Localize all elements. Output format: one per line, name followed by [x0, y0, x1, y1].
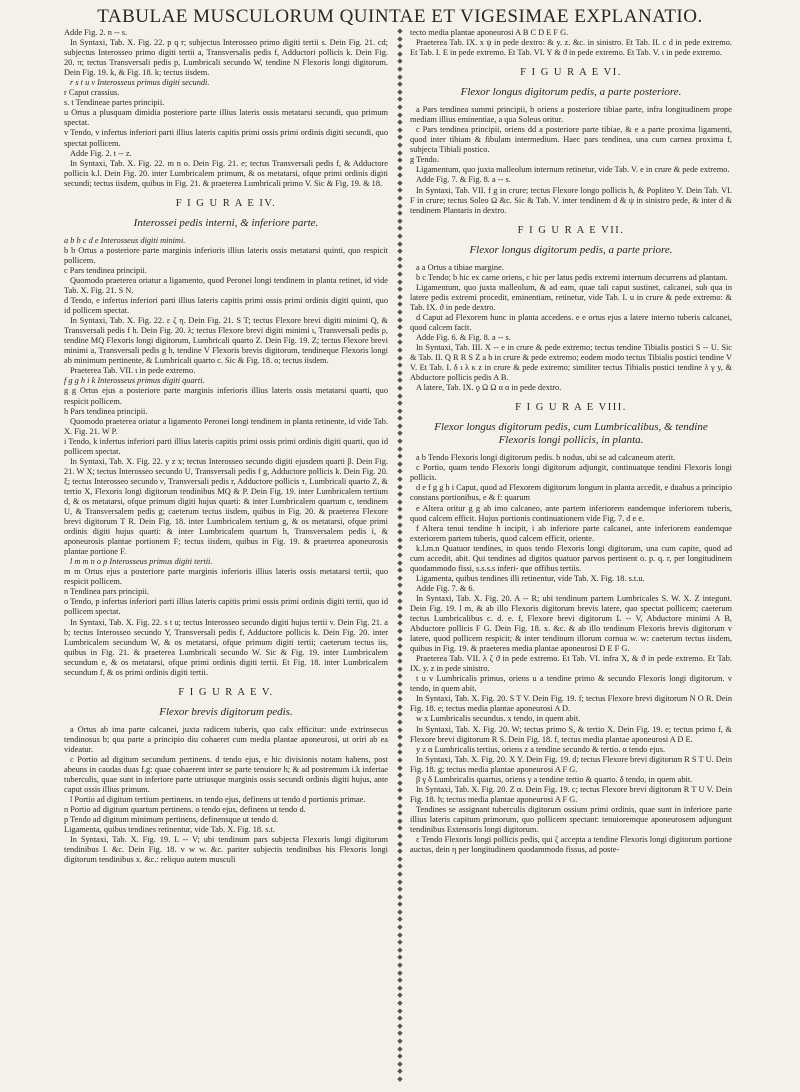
ornament-glyph: ◆	[397, 839, 403, 848]
ornament-glyph: ◆	[397, 664, 403, 673]
ornament-glyph: ◆	[397, 733, 403, 742]
ornament-glyph: ◆	[397, 140, 403, 149]
ornament-glyph: ◆	[397, 520, 403, 529]
paragraph: a a Ortus a tibiae margine.	[416, 262, 504, 272]
paragraph: a Pars tendinea summi principii, b oriens a posteriore tibiae parte, infra longitudinem prope mediam illius eminentiae, a qua Soleus oritur.	[410, 105, 732, 125]
figure-v-subheading: Flexor brevis digitorum pedis.	[159, 705, 293, 718]
ornament-glyph: ◆	[397, 383, 403, 392]
ornament-glyph: ◆	[397, 1067, 403, 1076]
paragraph: Praeterea Tab. VII. ι in pede extremo.	[70, 366, 196, 376]
ornament-glyph: ◆	[397, 28, 403, 35]
ornament-glyph: ◆	[397, 558, 403, 567]
right-column	[410, 28, 732, 1086]
ornament-glyph: ◆	[397, 702, 403, 711]
paragraph: In Syntaxi, Tab. X. Fig. 20. Z α. Dein Fig. 19. c; tectus Flexore brevi digitorum R T U V. Dein Fig. 18. h; tectus media plantae aponeurosi A F G.	[410, 784, 732, 804]
ornament-glyph: ◆	[397, 475, 403, 484]
ornament-glyph: ◆	[397, 740, 403, 749]
ornament-glyph: ◆	[397, 429, 403, 438]
text-line: Adde Fig. 2. n -- s.	[64, 28, 128, 37]
paragraph: d Caput ad Flexorem hunc in planta accedens. e e ortus ejus a latere interno tuberis calcanei, quod calcem facit.	[410, 312, 732, 332]
ornament-glyph: ◆	[397, 376, 403, 385]
ornament-glyph: ◆	[397, 847, 403, 856]
paragraph: p Tendo ad digitum minimum pertinens, definensque ut tendo d.	[64, 815, 279, 825]
paragraph: l Portio ad digitum tertium pertinens. m tendo ejus, definens ut tendo d portionis primae.	[70, 795, 366, 805]
ornament-glyph: ◆	[397, 809, 403, 818]
ornament-glyph: ◆	[397, 285, 403, 294]
ornament-glyph: ◆	[397, 194, 403, 203]
ornament-glyph: ◆	[397, 444, 403, 453]
ornament-glyph: ◆	[397, 953, 403, 962]
ornament-glyph: ◆	[397, 467, 403, 476]
ornament-glyph: ◆	[397, 353, 403, 362]
ornament-glyph: ◆	[397, 626, 403, 635]
ornament-glyph: ◆	[397, 95, 403, 104]
ornament-glyph: ◆	[397, 831, 403, 840]
ornament-glyph: ◆	[397, 642, 403, 651]
ornament-glyph: ◆	[397, 968, 403, 977]
ornament-glyph: ◆	[397, 414, 403, 423]
ornament-glyph: ◆	[397, 1052, 403, 1061]
ornament-glyph: ◆	[397, 634, 403, 643]
figure-viii-subheading	[410, 421, 732, 447]
figure-viii-subheading-line-1: Flexor longus digitorum pedis, cum Lumbricalibus, & tendine	[434, 421, 708, 434]
figure-viii-heading: F I G U R A E VIII.	[515, 402, 627, 414]
ornament-glyph: ◆	[397, 611, 403, 620]
ornament-glyph: ◆	[397, 254, 403, 263]
ornament-glyph: ◆	[397, 756, 403, 764]
paragraph: In Syntaxi, Tab. X. Fig. 20. X Y. Dein Fig. 19. d; tectus Flexore brevi digitorum R S T U. Dein Fig. 18. g; tectus media plantae aponeurosi A F G.	[410, 754, 732, 774]
ornament-glyph: ◆	[397, 133, 403, 142]
paragraph: a b Tendo Flexoris longi digitorum pedis. b nodus, ubi se ad calcaneum aterit.	[416, 453, 676, 463]
figure-viii-subheading-line-2: Flexoris longi pollicis, in planta.	[498, 434, 644, 447]
paragraph: Quomodo praeterea oriatur a ligamento, quod Peronei longi tendinem in planta retinet, id vide Tab. X. Fig. 21. S N.	[64, 275, 388, 295]
ornament-glyph: ◆	[397, 216, 403, 225]
ornament-glyph: ◆	[397, 793, 403, 802]
paragraph: v Tendo, v infertus inferiori parti illius lateris capitis primi ossis primi ordinis digiti secundi, quo spectat pollicem.	[64, 128, 388, 148]
ornament-glyph: ◆	[397, 42, 403, 51]
ornament-glyph: ◆	[397, 482, 403, 491]
ornament-glyph: ◆	[397, 854, 403, 863]
ornament-glyph: ◆	[397, 345, 403, 354]
ornament-glyph: ◆	[397, 80, 403, 89]
ornament-glyph: ◆	[397, 277, 403, 286]
ornament-glyph: ◆	[397, 239, 403, 248]
paragraph: Praeterea Tab. VII. λ ζ ϑ in pede extremo. Et Tab. VI. infra X, & ϑ in pede extremo. Et Tab. IX. y. z in pede sinistro.	[410, 654, 732, 674]
ornament-glyph: ◆	[397, 247, 403, 256]
ornament-glyph: ◆	[397, 125, 403, 134]
paragraph: Ligamentum, quo juxta malleolum, & ad eam, quae tali caput sustinet, calcanei, sub qua in latere pedis extremi procedit, eminentiam, retinetur, vide Tab. I. u in crure & pede extremo: & Tab. IX. ϑ in pede dextro.	[410, 282, 732, 312]
text-line: r Caput crassius.	[64, 88, 120, 98]
ornament-glyph: ◆	[397, 49, 403, 58]
ornament-glyph: ◆	[397, 497, 403, 506]
ornament-glyph: ◆	[397, 459, 403, 468]
paragraph: t u v Lumbricalis primus, oriens u a tendine primo & secundo Flexoris longi digitorum. v tendo, in quem abit.	[410, 674, 732, 694]
ornamental-divider	[397, 28, 403, 1086]
paragraph: k.l.m.n Quatuor tendines, in quos tendo Flexoris longi digitorum, una cum capite, quod ad cum accedit, abit. Qui tendines ad digitos quatuor parvos pertinent o. p. q. r, per longitudinem quodammodo fissi, s.s.s.s inferi- que offibus tertiis.	[410, 543, 732, 573]
paragraph: Adde Fig. 6. & Fig. 8. a -- s.	[416, 332, 511, 342]
paragraph: w x Lumbricalis secundus. x tendo, in quem abit.	[416, 714, 581, 724]
ornament-glyph: ◆	[397, 550, 403, 559]
paragraph: In Syntaxi, Tab. X. Fig. 22. y z x; tectus Interosseo secundo digiti ejusdem quarti β. Dein Fig. 21. W X; tectus Interosseo secundo U, Transversali pedis f g, Adductore pollicis k. Dein Fig. 20. ξ; tectus Interosseo secundo ν, Transversali pedis r, Adductore pollicis τ, Lumbricali quarto Z, & tertio X, Flexoris longi digitorum tendinibus MQ & P. Dein Fig. 19. inter Lumbricalem tertium d, & os metatarsi, ofque primum digiti hujus quarti: & inter Lumbricalem quartum c, tendinem U, & Transversalem pedis g; caeterum tectus iisdem, quibus in Fig. 20. & praeterea Flexore brevi digitorum T R. Dein Fig. 18. inter Lumbricalem tertium g, & os metatarsi, ofque primi ordinis digiti hujus quarti: & inter Lumbricalem quartum h, Transversalem pedis i, & aponeurosis plantae portionem F; tectus iisdem, quibus in Fig. 19. & praeterea aponeurosis plantae portione F.	[64, 456, 388, 557]
ornament-glyph: ◆	[397, 680, 403, 689]
ornament-glyph: ◆	[397, 900, 403, 909]
paragraph: c Pars tendinea principii, oriens dd a posteriore parte tibiae, & e a parte proxima ligamenti, quod inter tibiam & fibulam intermedium. Haec pars tendinea, una cum carnea proxima f, subjecta Tibiali postico.	[410, 125, 732, 155]
ornament-glyph: ◆	[397, 300, 403, 309]
ornament-glyph: ◆	[397, 323, 403, 332]
paragraph: In Syntaxi, Tab. X. Fig. 22. m n o. Dein Fig. 21. e; tectus Transversali pedis f, & Adductore pollicis k.l. Dein Fig. 20. inter Lumbricalem primum, & os metatarsi, ofque primi ordinis digiti secundi; tectus iisdem, quibus in Fig. 21. & praeterea Lumbricali primo V. Sic & Fig. 19. & 18.	[64, 158, 388, 188]
paragraph: y z α Lumbricalis tertius, oriens z a tendine secundo & tertio. α tendo ejus.	[416, 744, 666, 754]
ornament-glyph: ◆	[397, 961, 403, 970]
ornament-glyph: ◆	[397, 786, 403, 795]
ornament-glyph: ◆	[397, 1044, 403, 1053]
ornament-glyph: ◆	[397, 824, 403, 833]
ornament-glyph: ◆	[397, 406, 403, 415]
ornament-glyph: ◆	[397, 535, 403, 544]
ornament-glyph: ◆	[397, 915, 403, 924]
paragraph: Tendines se assignant tuberculis digitorum ossium primi ordinis, quae sunt in inferiore parte illius lateris capitum primorum, quo pollicem spectant: tenuioremque aponeurosem adjungunt tendinibus Extensoris longi digitorum.	[410, 804, 732, 834]
ornament-glyph: ◆	[397, 892, 403, 901]
ornament-glyph: ◆	[397, 862, 403, 871]
ornament-glyph: ◆	[397, 976, 403, 985]
paragraph: Ligamenta, quibus tendines retinentur, vide Tab. X. Fig. 18. s.t.	[64, 825, 275, 835]
ornament-glyph: ◆	[397, 171, 403, 180]
ornament-glyph: ◆	[397, 923, 403, 932]
text-line: s. t Tendineae partes principii.	[64, 98, 165, 108]
left-column	[64, 28, 388, 1086]
paragraph: a b b c d e Interosseus digiti minimi.	[64, 235, 186, 245]
paragraph: In Syntaxi, Tab. X. Fig. 20. S T V. Dein Fig. 19. f; tectus Flexore brevi digitorum N O R. Dein Fig. 18. e; tectus media plantae aponeurosi A D.	[410, 694, 732, 714]
ornament-glyph: ◆	[397, 452, 403, 461]
paragraph: l m m n o p Interosseus primus digiti tertii.	[70, 557, 213, 567]
paragraph: Ligamentum, quo juxta malleolum internum retinetur, vide Tab. V. e in crure & pede extremo.	[416, 165, 730, 175]
paragraph: b b Ortus a posteriore parte marginis inferioris illius lateris ossis metatarsi quinti, quo respicit pollicem.	[64, 245, 388, 265]
figure-vi-heading: F I G U R A E VI.	[520, 67, 622, 79]
paragraph: e Altera oritur g g ab imo calcaneo, ante partem inferiorem eandemque inferiorem tuberis, quod calcem efficit. Hujus portionis continuationem vide Fig. 7. d e e.	[410, 503, 732, 523]
ornament-glyph: ◆	[397, 801, 403, 810]
ornament-glyph: ◆	[397, 718, 403, 727]
paragraph: f Altera tenui tendine h incipit, i ab inferiore parte calcanei, ante inferiorem eandemque exteriorem partem tuberis, quod calcem efficit, oriente.	[410, 523, 732, 543]
paragraph: Ligamenta, quibus tendines illi retinentur, vide Tab. X. Fig. 18. s.t.u.	[416, 573, 645, 583]
ornament-glyph: ◆	[397, 596, 403, 605]
ornament-glyph: ◆	[397, 513, 403, 521]
ornament-glyph: ◆	[397, 816, 403, 825]
ornament-glyph: ◆	[397, 657, 403, 666]
muscle-heading: r s t u v Interosseus primus digiti secundi.	[70, 78, 210, 88]
paragraph: In Syntaxi, Tab. III. X -- e in crure & pede extremo; tectus tendine Tibialis postici S -- U. Sic & Tab. II. Q R R S Z a b in crure & pede extremo; eodem modo tectus Tibialis postici tendine V V. Et Tab. I. δ ι λ κ z in crure & pede extremo; similiter tectus Tibialis postici tendine λ γ y, & Abductore pollicis pedis A B.	[410, 343, 732, 383]
figure-vii-subheading: Flexor longus digitorum pedis, a parte priore.	[469, 243, 673, 256]
ornament-glyph: ◆	[397, 763, 403, 772]
ornament-glyph: ◆	[397, 34, 403, 43]
ornament-glyph: ◆	[397, 87, 403, 96]
ornament-glyph: ◆	[397, 672, 403, 681]
ornament-glyph: ◆	[397, 399, 403, 408]
ornament-glyph: ◆	[397, 178, 403, 187]
ornament-glyph: ◆	[397, 573, 403, 582]
ornament-glyph: ◆	[397, 945, 403, 954]
paragraph: i Tendo, k infertus inferiori parti illius lateris capitis primi ossis primi ordinis digiti quarti, quo id pollicem spectat.	[64, 436, 388, 456]
paragraph: f g g h i k Interosseus primus digiti quarti.	[64, 376, 205, 386]
ornament-glyph: ◆	[397, 1059, 403, 1068]
ornament-glyph: ◆	[397, 991, 403, 1000]
ornament-glyph: ◆	[397, 885, 403, 894]
ornament-glyph: ◆	[397, 421, 403, 430]
paragraph: d Tendo, e infertus inferiori parti illius lateris capitis primi ossis primi ordinis digiti quinti, quo id pollicem spectat.	[64, 296, 388, 316]
ornament-glyph: ◆	[397, 877, 403, 886]
paragraph: In Syntaxi, Tab. X. Fig. 19. L -- V; ubi tendinum pars subjecta Flexoris longi digitorum tendinibus I. &c. Dein Fig. 18. v w w. &c. pariter subjectis tendinibus his Flexoris longi digitorum tendinibus x. &c.: reliquo autem musculi	[64, 835, 388, 865]
ornament-glyph: ◆	[397, 102, 403, 111]
ornament-glyph: ◆	[397, 778, 403, 787]
ornament-glyph: ◆	[397, 57, 403, 66]
ornament-glyph: ◆	[397, 581, 403, 590]
ornament-glyph: ◆	[397, 391, 403, 400]
ornament-glyph: ◆	[397, 1036, 403, 1045]
ornament-glyph: ◆	[397, 110, 403, 119]
ornament-glyph: ◆	[397, 619, 403, 628]
ornament-glyph: ◆	[397, 983, 403, 992]
ornament-glyph: ◆	[397, 307, 403, 316]
ornament-glyph: ◆	[397, 930, 403, 939]
ornament-glyph: ◆	[397, 163, 403, 172]
ornament-glyph: ◆	[397, 148, 403, 157]
ornament-glyph: ◆	[397, 649, 403, 658]
ornament-glyph: ◆	[397, 725, 403, 734]
paragraph: In Syntaxi, Tab. X. Fig. 22. ε ζ η. Dein Fig. 21. S T; tectus Flexore brevi digiti minimi Q, & Transversali pedis f h. Dein Fig. 20. λ; tectus Flexore brevi digiti minimi ι, Transversali pedis ρ, tendine MQ Flexoris longi digitorum, Lumbricali quarto Z. Dein Fig. 19. Z; tectus Flexore brevi minimi a, Transversali pedis g h, tendine V Flexoris brevis digitorum, tendineque Flexoris longi ab minimum pertinente, & Lumbricali quarto c. Sic & Fig. 18. o; tectus iisdem.	[64, 316, 388, 366]
text-line: Adde Fig. 2. t -- z.	[70, 148, 132, 158]
ornament-glyph: ◆	[397, 490, 403, 499]
paragraph: A latere, Tab. IX. ϙ Ω Ω α α in pede dextro.	[416, 383, 562, 393]
ornament-glyph: ◆	[397, 907, 403, 916]
ornament-glyph: ◆	[397, 1029, 403, 1038]
ornament-glyph: ◆	[397, 771, 403, 780]
ornament-glyph: ◆	[397, 361, 403, 370]
ornament-glyph: ◆	[397, 505, 403, 514]
ornament-glyph: ◆	[397, 938, 403, 947]
ornament-glyph: ◆	[397, 869, 403, 878]
ornament-glyph: ◆	[397, 72, 403, 81]
ornament-glyph: ◆	[397, 748, 403, 757]
paragraph: b c Tendo; b hic ex carne oriens, c hic per latus pedis extremi internum decurrens ad plantam.	[416, 272, 728, 282]
figure-vi-subheading: Flexor longus digitorum pedis, a parte posteriore.	[460, 86, 682, 99]
figure-iv-subheading: Interossei pedis interni, & inferiore parte.	[133, 216, 319, 229]
figure-vii-heading: F I G U R A E VII.	[517, 224, 625, 236]
ornament-glyph: ◆	[397, 604, 403, 613]
paragraph: g g Ortus ejus a posteriore parte marginis inferioris illius lateris ossis metatarsi quarti, quo respicit pollicem.	[64, 386, 388, 406]
paragraph: In Syntaxi, Tab. X. Fig. 20. A -- R; ubi tendinum partem Lumbricales S. W. X. Z integunt. Dein Fig. 19. l m, & ab illo Flexoris digitorum brevis latere, quo spectat pollicem; caeterum tectus Lumbricalibus c. d. e. f, Flexore brevi digitorum L -- V, Abductore minimi A B, Abductore pollicis F G. Dein Fig. 18. x. &c. & ab illo tendinum Flexoris brevis digitorum v latere, quod pollicem respicit; & inter tendinum illorum cornua w. w: caeterum tectus iisdem, quibus in Fig. 19. & praeterea media plantae aponeurosi D E F G.	[410, 593, 732, 654]
ornament-glyph: ◆	[397, 292, 403, 301]
ornament-glyph: ◆	[397, 64, 403, 73]
ornament-glyph: ◆	[397, 186, 403, 195]
paragraph: β γ δ Lumbricalis quartus, oriens γ a tendine tertio & quarto. δ tendo, in quem abit.	[416, 774, 693, 784]
ornament-glyph: ◆	[397, 315, 403, 324]
ornament-glyph: ◆	[397, 1014, 403, 1023]
ornament-glyph: ◆	[397, 543, 403, 552]
paragraph: Quomodo praeterea oriatur a ligamento Peronei longi tendinem in planta retinente, id vide Tab. X. Fig. 21. W P.	[64, 416, 388, 436]
ornament-glyph: ◆	[397, 368, 403, 377]
paragraph: In Syntaxi, Tab. X. Fig. 22. p q r; subjectus Interosseo primo digiti tertii s. Dein Fig. 21. cd; subjectus Interosseo primo digiti tertii a, Transversalis pedis f, Adductori pollicis k. Dein Fig. 20. π; tectus Transversali pedis p, Lumbricali secundo W, tendine N Flexoris longi digitorum. Dein Fig. 19. k, & Fig. 18. k; tectus iisdem.	[64, 38, 388, 78]
ornament-glyph: ◆	[397, 232, 403, 241]
paragraph: c Portio, quam tendo Flexoris longi digitorum adjungit, continuatque tendini Flexoris longi pollicis.	[410, 463, 732, 483]
paragraph: u Ortus a plusquam dimidia posteriore parte illius lateris ossis metatarsi secundi, quo primum spectat.	[64, 108, 388, 128]
ornament-glyph: ◆	[397, 330, 403, 339]
text-line: tecto media plantae aponeurosi A B C D E F G.	[410, 28, 569, 37]
ornament-glyph: ◆	[397, 566, 403, 575]
ornament-glyph: ◆	[397, 710, 403, 719]
running-head: TABULAE MUSCULORUM QUINTAE ET VIGESIMAE EXPLANATIO.	[97, 6, 703, 27]
figure-v-heading: F I G U R A E V.	[178, 686, 274, 698]
ornament-glyph: ◆	[397, 588, 403, 597]
paragraph: n Portio ad digitum quartum pertinens. o tendo ejus, definens ut tendo d.	[64, 805, 306, 815]
ornament-glyph: ◆	[397, 1006, 403, 1015]
paragraph: m m Ortus ejus a posteriore parte marginis inferioris illius lateris ossis metatarsi tertii, quo respicit pollicem.	[64, 567, 388, 587]
paragraph: c Pars tendinea principii.	[64, 265, 147, 275]
ornament-glyph: ◆	[397, 209, 403, 218]
paragraph: ε Tendo Flexoris longi pollicis pedis, qui ζ accepta a tendine Flexoris longi digitorum portione auctus, dein η per longitudinem quodammodo fissus, ad poste-	[410, 835, 732, 855]
ornament-glyph: ◆	[397, 437, 403, 446]
ornament-glyph: ◆	[397, 999, 403, 1007]
paragraph: In Syntaxi, Tab. X. Fig. 20. W; tectus primo S, & tertio X. Dein Fig. 19. e; tectus primo f, & Flexore brevi digitorum R S. Dein Fig. 18. f, tectus media plantae aponeurosi A D E.	[410, 724, 732, 744]
ornament-glyph: ◆	[397, 528, 403, 537]
paragraph: o Tendo, p infertus inferiori parti illius lateris capitis primi ossis primi ordinis digiti tertii, quo id pollicem spectat.	[64, 597, 388, 617]
figure-iv-heading: F I G U R A E IV.	[175, 197, 277, 209]
ornament-glyph: ◆	[397, 224, 403, 233]
paragraph: a Ortus ab ima parte calcanei, juxta radicem tuberis, quo calx efficitur: unde extrinsecus tendinosus b; qua parte a principio diu cohaeret cum media plantae aponeurosi, ut oriri ab ea videatur.	[64, 724, 388, 754]
paragraph: In Syntaxi, Tab. X. Fig. 22. s t u; tectus Interosseo secundo digiti hujus tertii v. Dein Fig. 21. a b; tectus Interosseo secundo Y, Transversali pedis f, Adductore pollicis k. Dein Fig. 20. inter Lumbricalem secundum W, & os metatarsi, ofque primum digiti tertii; caeterum tectus iis, quibus in Fig. 21. & praeterea Lumbricali secundo W. Sic & Fig. 19. inter Lumbricalem secundum e, & os metatarsi, ofque primi ordinis digiti tertii. Et Fig. 18. inter Lumbricalem secundum f, & os primi ordinis digiti tertii.	[64, 617, 388, 677]
ornament-glyph: ◆	[397, 1074, 403, 1083]
paragraph: c Portio ad digitum secundum pertinens. d tendo ejus, e hic divisionis notam habens, post abeuns in caudas duas f.g: quae cohaerent inter se parte tenuiore h; & ad postremum i.k infertae tuberculis, quae sunt in inferiore parte utriusque marginis ossis secundi ordinis digiti hujus, ante caput ossis illius primum.	[64, 754, 388, 795]
ornament-glyph: ◆	[397, 338, 403, 347]
ornament-glyph: ◆	[397, 118, 403, 127]
paragraph: Adde Fig. 7. & 6.	[416, 583, 475, 593]
ornament-glyph: ◆	[397, 687, 403, 696]
ornament-glyph: ◆	[397, 201, 403, 210]
ornament-glyph: ◆	[397, 262, 403, 271]
ornament-glyph: ◆	[397, 156, 403, 165]
paragraph: In Syntaxi, Tab. VII. f g in crure; tectus Flexore longo pollicis h, & Popliteo Y. Dein Tab. VI. F in crure; tectus Soleo Ω &c. Sic & Tab. V. inter tendinem d & ψ in sinistro pede, & inter d & tendinem Plantaris in dextro.	[410, 185, 732, 215]
paragraph: g Tendo.	[410, 155, 439, 165]
ornament-glyph: ◆	[397, 1021, 403, 1030]
paragraph: d e f g g h i Caput, quod ad Flexorem digitorum longum in planta accedit, e duabus a principio constans portionibus, e & f: quarum	[410, 483, 732, 503]
ornament-glyph: ◆	[397, 695, 403, 704]
paragraph: Praeterea Tab. IX. x ψ in pede dextro: & y. z. &c. in sinistro. Et Tab. II. c d in pede extremo. Et Tab. I. E in pede extremo. Et Tab. VI. Y & ϑ in pede extremo. Et Tab. V. ι in pede extremo.	[410, 38, 732, 58]
paragraph: h Pars tendinea principii.	[64, 406, 148, 416]
paragraph: Adde Fig. 7. & Fig. 8. a -- s.	[416, 175, 511, 185]
paragraph: n Tendinea pars principii.	[64, 587, 149, 597]
ornament-glyph: ◆	[397, 270, 403, 278]
